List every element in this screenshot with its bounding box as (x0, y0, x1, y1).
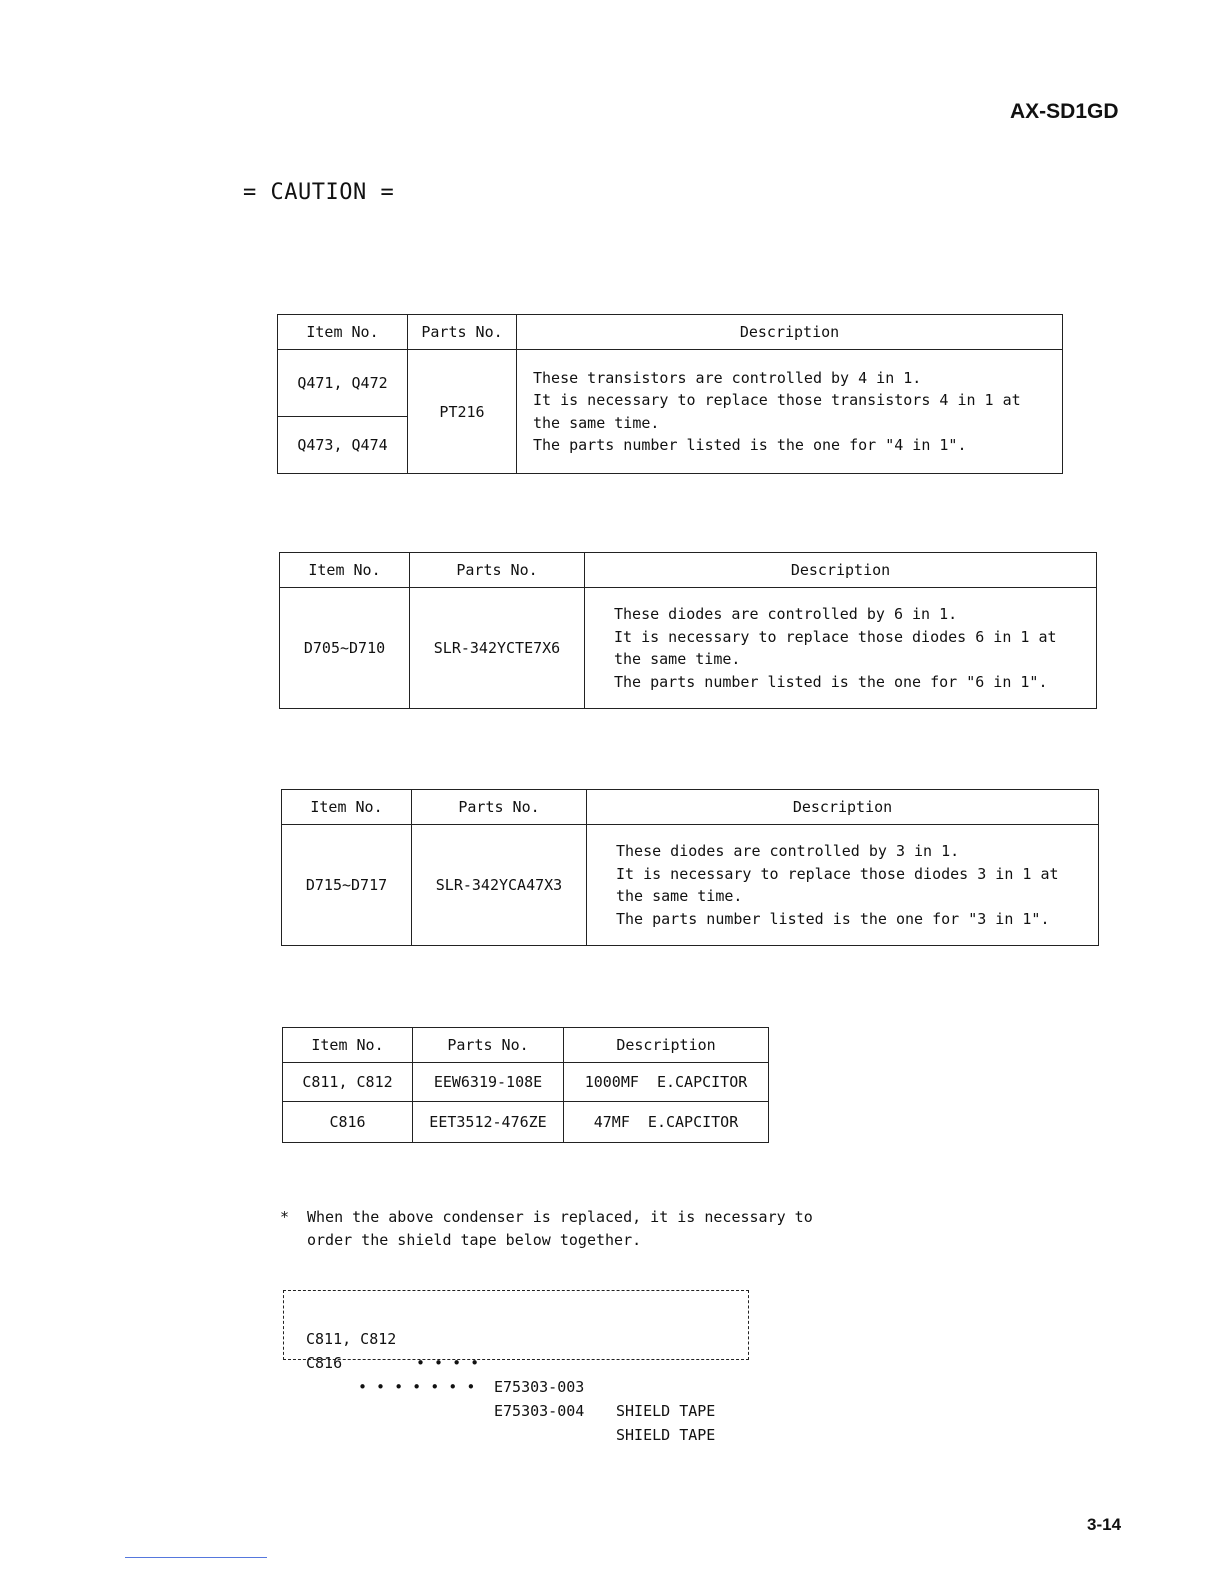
description-cell (587, 825, 1099, 946)
item-no-cell: D715~D717 (282, 825, 412, 946)
header-item-no: Item No. (280, 553, 410, 588)
description-line: the same time. (533, 413, 660, 432)
header-item-no: Item No. (283, 1028, 413, 1063)
shield-tape-box (283, 1290, 749, 1444)
description-line: It is necessary to replace those diodes 3 in 1 at (616, 864, 1059, 883)
description-line: It is necessary to replace those diodes 6 in 1 at (614, 627, 1057, 646)
caution-table-capacitors (282, 1027, 769, 1143)
tape-item: C816 (306, 1354, 343, 1372)
description-line: The parts number listed is the one for "6 in 1". (614, 672, 1048, 691)
tape-dots: • • • • (416, 1354, 480, 1372)
divider-line (125, 1557, 267, 1558)
description-cell (517, 350, 1063, 474)
tape-name: SHIELD TAPE (616, 1402, 716, 1420)
description-cell: 1000MF E.CAPCITOR (564, 1063, 769, 1102)
tape-name: SHIELD TAPE (616, 1426, 716, 1444)
caution-table-diodes-6in1 (279, 552, 1097, 709)
item-no-cell: C816 (283, 1102, 413, 1143)
parts-no-cell: EET3512-476ZE (413, 1102, 564, 1143)
header-description: Description (564, 1028, 769, 1063)
caution-table-transistors (277, 314, 1063, 474)
model-header: AX-SD1GD (1010, 100, 1119, 123)
tape-part-no: E75303-003 (494, 1378, 585, 1396)
description-line: The parts number listed is the one for "4 in 1". (533, 436, 967, 454)
parts-no-cell: SLR-342YCTE7X6 (410, 588, 585, 709)
description-cell (585, 588, 1097, 709)
description-line: These diodes are controlled by 3 in 1. (616, 842, 960, 860)
tape-part-no: E75303-004 (494, 1402, 585, 1420)
condenser-note (280, 1206, 813, 1252)
header-description: Description (517, 315, 1063, 350)
header-description: Description (587, 790, 1099, 825)
parts-no-cell: PT216 (408, 350, 517, 474)
header-parts-no: Parts No. (410, 553, 585, 588)
caution-title: = CAUTION = (243, 180, 395, 205)
header-item-no: Item No. (278, 315, 408, 350)
description-line: The parts number listed is the one for "3 in 1". (616, 909, 1050, 928)
description-line: the same time. (614, 650, 741, 668)
header-item-no: Item No. (282, 790, 412, 825)
tape-item: C811, C812 (306, 1330, 397, 1348)
description-line: These transistors are controlled by 4 in 1. (533, 368, 922, 387)
item-no-cell: C811, C812 (283, 1063, 413, 1102)
parts-no-cell: EEW6319-108E (413, 1063, 564, 1102)
description-cell: 47MF E.CAPCITOR (564, 1102, 769, 1143)
asterisk-mark: * (280, 1208, 290, 1226)
header-parts-no: Parts No. (412, 790, 587, 825)
note-line: order the shield tape below together. (307, 1231, 642, 1249)
header-parts-no: Parts No. (408, 315, 517, 350)
item-no-cell: D705~D710 (280, 588, 410, 709)
parts-no-cell: SLR-342YCA47X3 (412, 825, 587, 946)
caution-table-diodes-3in1 (281, 789, 1099, 946)
page-number: 3-14 (1087, 1515, 1122, 1534)
description-line: the same time. (616, 887, 743, 905)
item-no-cell: Q473, Q474 (278, 417, 408, 474)
tape-dots: • • • • • • • (358, 1378, 476, 1396)
item-no-cell: Q471, Q472 (278, 350, 408, 417)
note-line: When the above condenser is replaced, it is necessary to (307, 1208, 813, 1226)
description-line: It is necessary to replace those transistors 4 in 1 at (533, 391, 1021, 409)
description-line: These diodes are controlled by 6 in 1. (614, 605, 958, 623)
header-description: Description (585, 553, 1097, 588)
header-parts-no: Parts No. (413, 1028, 564, 1063)
